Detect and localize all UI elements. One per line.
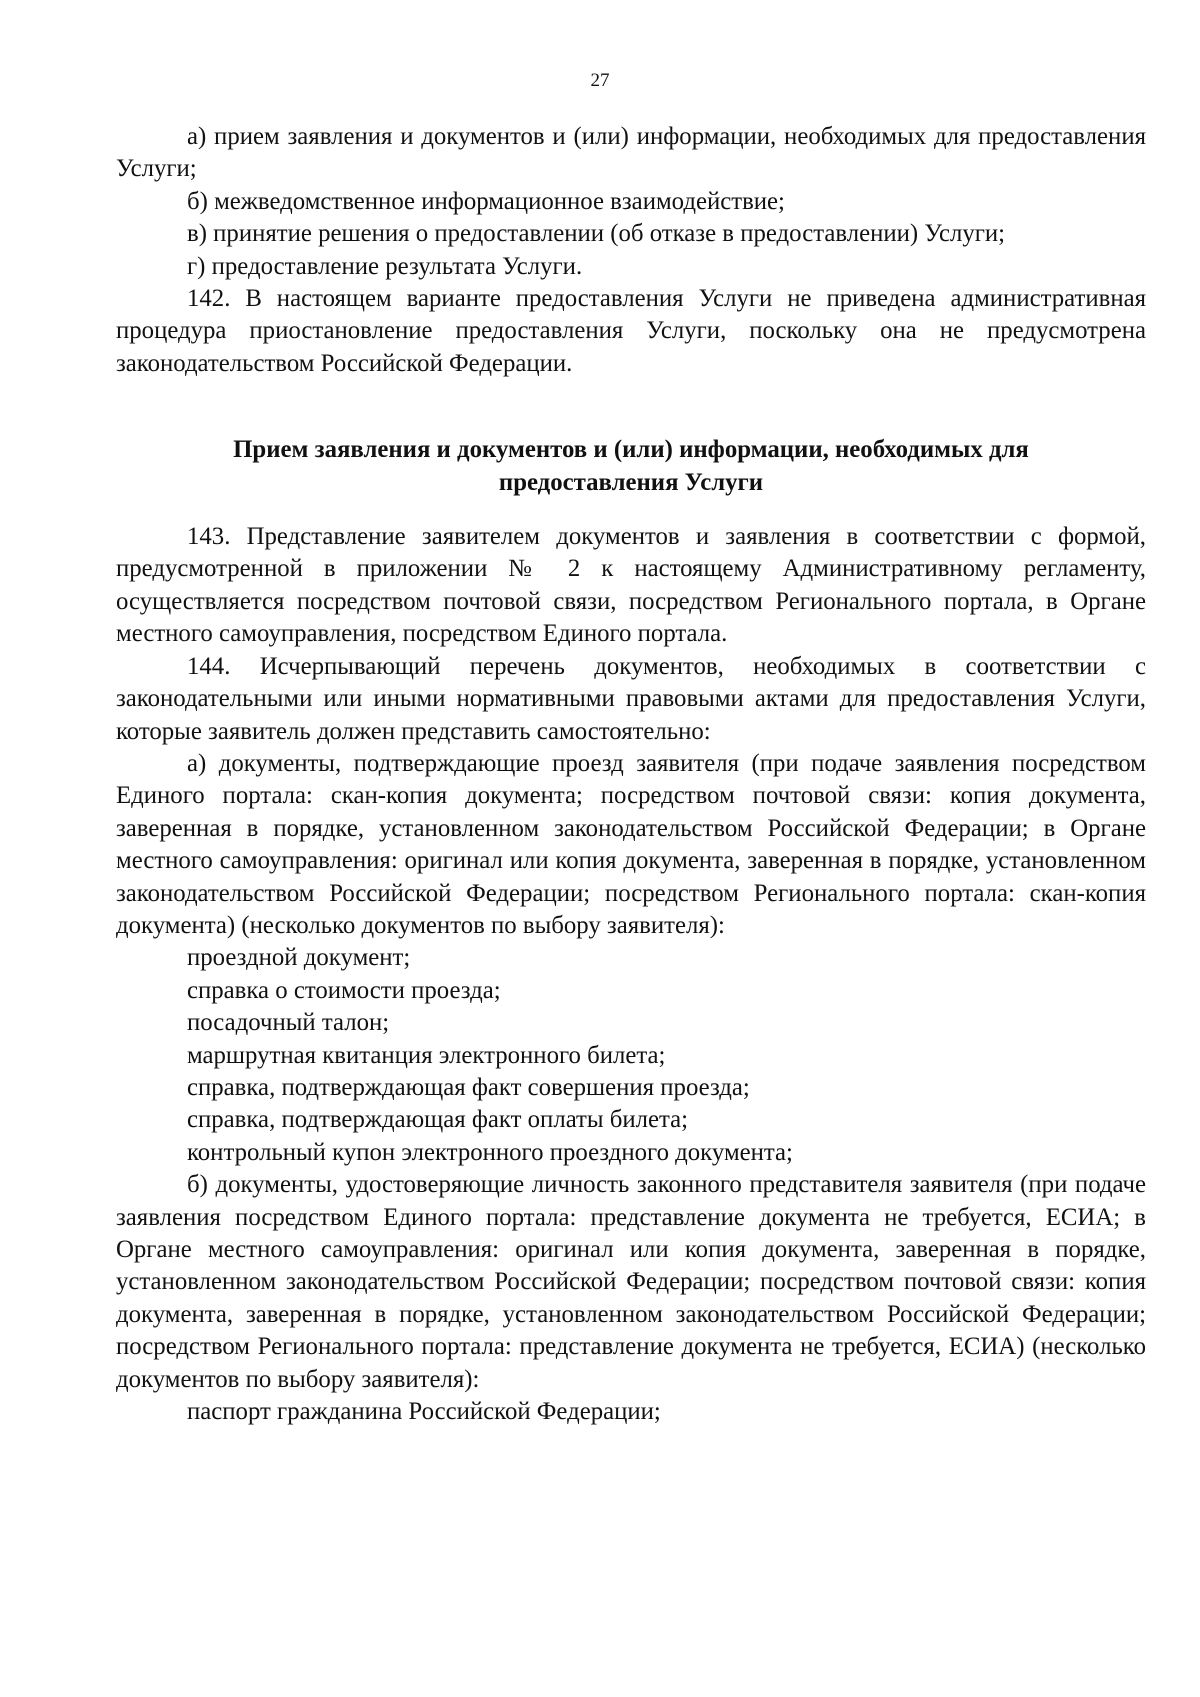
page-number: 27 — [590, 70, 610, 91]
section-heading — [116, 434, 1146, 499]
document-body — [116, 121, 1146, 1428]
list-item: паспорт гражданина Российской Федерации; — [187, 1398, 661, 1426]
section-heading-line-2: предоставления Услуги — [498, 468, 764, 496]
section-heading-line-1: Прием заявления и документов и (или) информации, необходимых для — [233, 436, 1029, 464]
list-item: справка, подтверждающая факт оплаты билета; — [187, 1106, 689, 1134]
list-item: посадочный талон; — [187, 1009, 390, 1037]
paragraph-143: 143. Представление заявителем документов и заявления в соответствии с формой, предусмотренной в приложении № 2 к настоящему Административному регламенту, осуществляется посредством почтовой связи, посредством Регионального портала, в Органе местного самоуправления, посредством Единого портала. — [116, 523, 1146, 648]
list-item: контрольный купон электронного проездного документа; — [187, 1138, 793, 1166]
paragraph-a-intake: а) прием заявления и документов и (или) информации, необходимых для предоставления Услуги; — [116, 123, 1146, 183]
list-item: проездной документ; — [187, 944, 411, 972]
paragraph-144-b: б) документы, удостоверяющие личность законного представителя заявителя (при подаче заявления посредством Единого портала: представление документа не требуется, ЕСИА; в Органе местного самоуправления: оригинал или копия документа, заверенная в порядке, установленном законодательством Российской Федерации; посредством почтовой связи: копия документа, заверенная в порядке, установленном законодательством Российской Федерации; посредством Регионального портала: представление документа не требуется, ЕСИА) (несколько документов по выбору заявителя): — [116, 1171, 1146, 1393]
paragraph-c-decision: в) принятие решения о предоставлении (об отказе в предоставлении) Услуги; — [187, 220, 1006, 248]
list-item: справка, подтверждающая факт совершения проезда; — [187, 1073, 750, 1101]
paragraph-b-interaction: б) межведомственное информационное взаимодействие; — [187, 187, 785, 215]
list-item: справка о стоимости проезда; — [187, 976, 501, 1004]
list-item: маршрутная квитанция электронного билета; — [187, 1041, 666, 1069]
paragraph-d-result: г) предоставление результата Услуги. — [187, 252, 583, 280]
paragraph-144-a: а) документы, подтверждающие проезд заявителя (при подаче заявления посредством Единого портала: скан-копия документа; посредством почтовой связи: копия документа, заверенная в порядке, установленном законодательством Российской Федерации; в Органе местного самоуправления: оригинал или копия документа, заверенная в порядке, установленном законодательством Российской Федерации; посредством Регионального портала: скан-копия документа) (несколько документов по выбору заявителя): — [116, 749, 1146, 939]
paragraph-144: 144. Исчерпывающий перечень документов, необходимых в соответствии с законодательными или иными нормативными правовыми актами для предоставления Услуги, которые заявитель должен представить самостоятельно: — [116, 652, 1146, 745]
paragraph-142: 142. В настоящем варианте предоставления Услуги не приведена административная процедура приостановление предоставления Услуги, поскольку она не предусмотрена законодательством Российской Федерации. — [116, 285, 1146, 377]
